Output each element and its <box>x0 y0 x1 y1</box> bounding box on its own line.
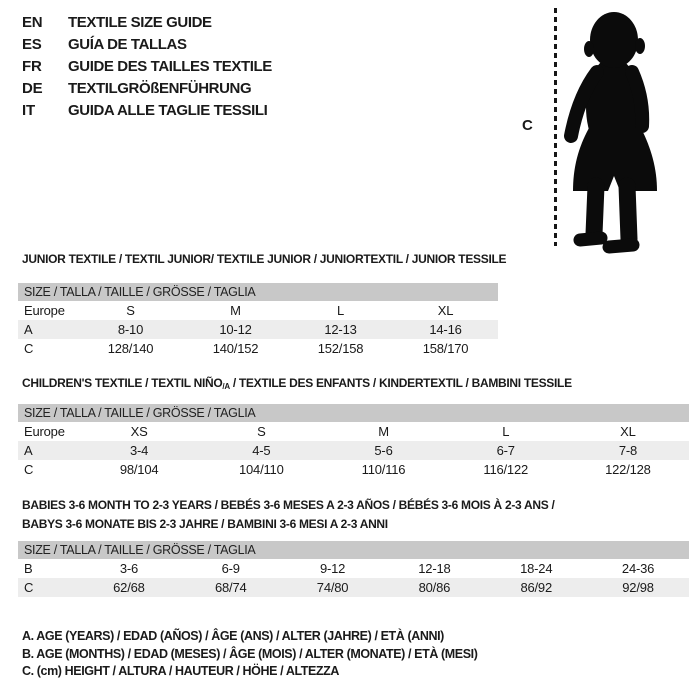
table-row-age-years <box>18 441 689 460</box>
size-cell: 128/140 <box>107 341 154 356</box>
footnote-c: C. (cm) HEIGHT / ALTURA / HAUTEUR / HÖHE / ALTEZZA <box>22 664 340 678</box>
language-code: ES <box>22 36 42 53</box>
size-cell: L <box>502 424 510 439</box>
language-list <box>22 12 272 122</box>
row-label: B <box>24 561 33 576</box>
babies-size-table <box>18 541 689 597</box>
babies-table-title <box>22 496 554 534</box>
size-cell: 6-7 <box>496 443 515 458</box>
table-row-height <box>18 578 689 597</box>
language-label: GUIDA ALLE TAGLIE TESSILI <box>68 102 268 119</box>
language-label: TEXTILE SIZE GUIDE <box>68 14 212 31</box>
size-cell: 4-5 <box>252 443 271 458</box>
size-cell: 18-24 <box>520 561 553 576</box>
language-code: IT <box>22 102 35 119</box>
size-cell: 14-16 <box>429 322 462 337</box>
size-cell: 3-6 <box>119 561 139 576</box>
language-code: DE <box>22 80 43 97</box>
row-label: C <box>24 341 34 356</box>
size-cell: 3-4 <box>130 443 149 458</box>
size-cell: M <box>230 303 241 318</box>
table-row-age-months <box>18 559 689 578</box>
size-cell: S <box>257 424 266 439</box>
table-header: SIZE / TALLA / TAILLE / GRÖSSE / TAGLIA <box>18 283 498 301</box>
table-row-height <box>18 339 498 358</box>
size-cell: 158/170 <box>422 341 469 356</box>
children-title-subscript: /A <box>222 382 230 391</box>
size-cell: 9-12 <box>319 561 346 576</box>
row-label: A <box>24 443 33 458</box>
row-label: C <box>24 580 34 595</box>
language-label: TEXTILGRÖßENFÜHRUNG <box>68 80 252 97</box>
junior-table-title: JUNIOR TEXTILE / TEXTIL JUNIOR/ TEXTILE JUNIOR / JUNIORTEXTIL / JUNIOR TESSILE <box>22 252 507 266</box>
size-cell: 10-12 <box>219 322 252 337</box>
row-label: Europe <box>24 424 65 439</box>
size-cell: 80/86 <box>418 580 451 595</box>
language-label: GUIDE DES TAILLES TEXTILE <box>68 58 272 75</box>
height-c-label: C <box>522 117 533 134</box>
table-row-height <box>18 460 689 479</box>
children-size-table <box>18 404 689 479</box>
language-row <box>22 34 272 56</box>
height-dashed-line <box>554 8 557 246</box>
footnote-a: A. AGE (YEARS) / EDAD (AÑOS) / ÂGE (ANS) / ALTER (JAHRE) / ETÀ (ANNI) <box>22 629 444 643</box>
size-cell: 98/104 <box>119 462 159 477</box>
size-cell: XS <box>130 424 148 439</box>
table-row-europe <box>18 422 689 441</box>
language-row <box>22 56 272 78</box>
size-cell: 140/152 <box>212 341 259 356</box>
toddler-silhouette <box>563 10 668 254</box>
size-cell: 104/110 <box>238 462 284 477</box>
size-cell: L <box>336 303 345 318</box>
size-cell: 7-8 <box>618 443 638 458</box>
language-code: FR <box>22 58 42 75</box>
footnote-b: B. AGE (MONTHS) / EDAD (MESES) / ÂGE (MOIS) / ALTER (MONATE) / ETÀ (MESI) <box>22 646 478 661</box>
children-table-title <box>22 374 572 396</box>
row-label: A <box>24 322 33 337</box>
language-row <box>22 78 272 100</box>
size-cell: 122/128 <box>605 462 651 477</box>
row-label: Europe <box>24 303 65 318</box>
size-cell: 116/122 <box>483 462 529 477</box>
language-row <box>22 100 272 122</box>
children-title-suffix: / TEXTILE DES ENFANTS / KINDERTEXTIL / BAMBINI TESSILE <box>229 376 572 390</box>
size-cell: 62/68 <box>113 580 145 595</box>
footnotes <box>22 628 478 681</box>
language-row <box>22 12 272 34</box>
size-cell: 8-10 <box>117 322 144 337</box>
table-header: SIZE / TALLA / TAILLE / GRÖSSE / TAGLIA <box>18 541 689 559</box>
children-title-prefix: CHILDREN'S TEXTILE / TEXTIL NIÑO <box>22 376 223 390</box>
size-cell: 110/116 <box>361 462 406 477</box>
size-cell: 12-18 <box>418 561 451 576</box>
size-cell: 86/92 <box>520 580 552 595</box>
size-cell: 74/80 <box>316 580 349 595</box>
size-cell: XL <box>620 424 636 439</box>
table-header: SIZE / TALLA / TAILLE / GRÖSSE / TAGLIA <box>18 404 689 422</box>
table-row-age-years <box>18 320 498 339</box>
size-cell: M <box>378 424 389 439</box>
size-cell: 5-6 <box>374 443 393 458</box>
language-code: EN <box>22 14 43 31</box>
babies-title-line1: BABIES 3-6 MONTH TO 2-3 YEARS / BEBÉS 3-6 MESES A 2-3 AÑOS / BÉBÉS 3-6 MOIS À 2-3 ANS / <box>22 498 555 512</box>
row-label: C <box>24 462 34 477</box>
language-label: GUÍA DE TALLAS <box>68 36 187 53</box>
junior-size-table <box>18 283 498 358</box>
table-row-europe <box>18 301 498 320</box>
size-cell: S <box>126 303 135 318</box>
size-cell: 12-13 <box>324 322 357 337</box>
size-cell: XL <box>437 303 454 318</box>
size-cell: 92/98 <box>622 580 654 595</box>
size-cell: 68/74 <box>214 580 247 595</box>
size-cell: 152/158 <box>317 341 364 356</box>
size-cell: 24-36 <box>621 561 655 576</box>
babies-title-line2: BABYS 3-6 MONATE BIS 2-3 JAHRE / BAMBINI 3-6 MESI A 2-3 ANNI <box>22 517 388 531</box>
size-cell: 6-9 <box>221 561 240 576</box>
